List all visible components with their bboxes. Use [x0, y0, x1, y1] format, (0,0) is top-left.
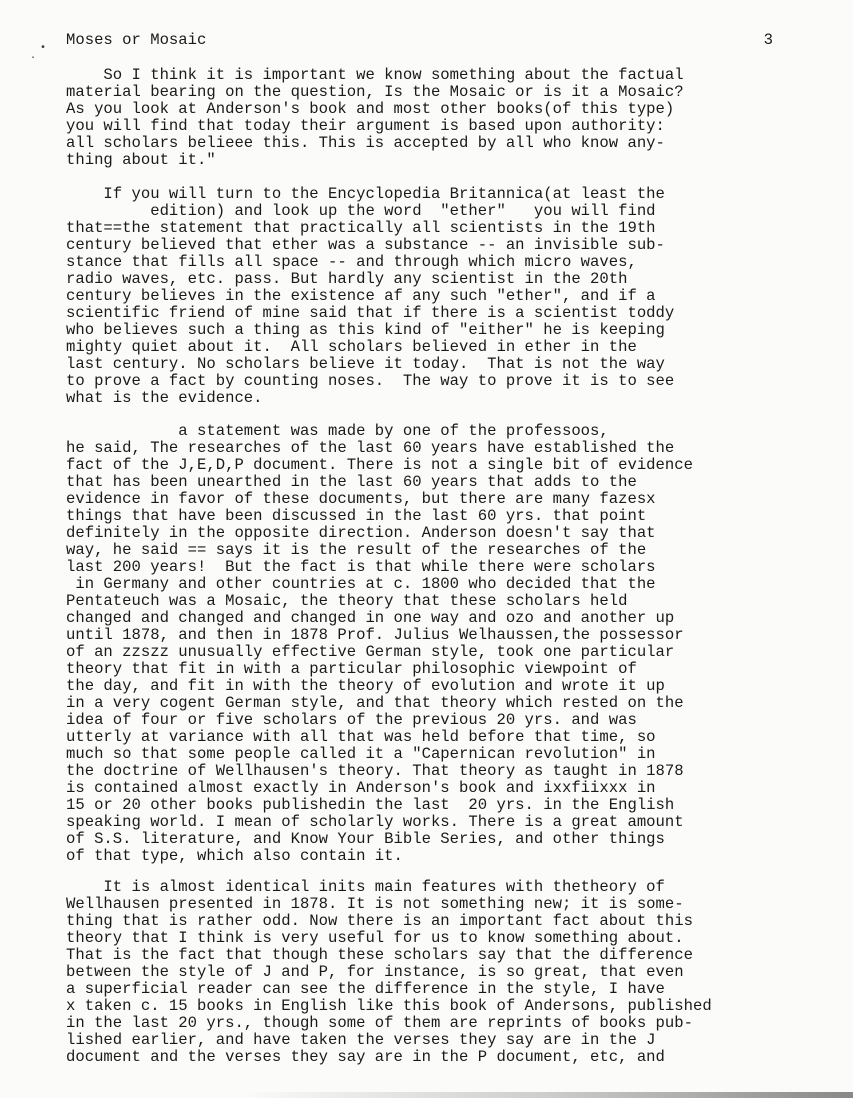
text-line: theory that I think is very useful for us to know something about. — [66, 929, 684, 947]
text-line: what is the evidence. — [66, 389, 263, 407]
text-line: x taken c. 15 books in English like this book of Andersons, published — [66, 997, 712, 1015]
text-line: a superficial reader can see the difference in the style, I have — [66, 980, 665, 998]
text-line: Wellhausen presented in 1878. It is not something new; it is some- — [66, 895, 684, 913]
text-line: is contained almost exactly in Anderson's book and ixxfiixxx in — [66, 779, 656, 797]
text-line: changed and changed and changed in one way and ozo and another up — [66, 609, 675, 627]
text-line: It is almost identical inits main features with thetheory of — [66, 878, 665, 896]
text-line: definitely in the opposite direction. Anderson doesn't say that — [66, 524, 656, 542]
text-line: thing that is rather odd. Now there is an important fact about this — [66, 912, 693, 930]
paragraph-1 — [66, 67, 806, 169]
text-line: you will find that today their argument is based upon authority: — [66, 117, 665, 135]
scan-edge-shadow — [240, 1092, 853, 1098]
text-line: As you look at Anderson's book and most other books(of this type) — [66, 100, 675, 118]
text-line: radio waves, etc. pass. But hardly any scientist in the 20th — [66, 270, 628, 288]
text-line: utterly at variance with all that was held before that time, so — [66, 728, 656, 746]
text-line: that has been unearthed in the last 60 years that adds to the — [66, 473, 637, 491]
text-line: in Germany and other countries at c. 1800 who decided that the — [66, 575, 656, 593]
page-title: Moses or Mosaic — [66, 31, 207, 49]
paragraph-3 — [66, 423, 806, 865]
text-line: century believes in the existence af any such "ether", and if a — [66, 287, 656, 305]
text-line: 15 or 20 other books publishedin the last 20 yrs. in the English — [66, 796, 675, 814]
text-line: to prove a fact by counting noses. The way to prove it is to see — [66, 372, 675, 390]
text-line: he said, The researches of the last 60 years have established the — [66, 439, 675, 457]
text-line: idea of four or five scholars of the previous 20 yrs. and was — [66, 711, 637, 729]
margin-mark: • — [40, 43, 47, 54]
text-line: of an zzszz unusually effective German style, took one particular — [66, 643, 675, 661]
paragraph-2 — [66, 186, 806, 407]
text-line: a statement was made by one of the professoos, — [66, 422, 609, 440]
page-header — [66, 32, 773, 52]
text-line: much so that some people called it a "Capernican revolution" in — [66, 745, 656, 763]
paragraph-4 — [66, 879, 806, 1066]
text-line: all scholars belieee this. This is accepted by all who know any- — [66, 134, 665, 152]
text-line: until 1878, and then in 1878 Prof. Julius Welhaussen,the possessor — [66, 626, 684, 644]
text-line: last 200 years! But the fact is that while there were scholars — [66, 558, 656, 576]
text-line: theory that fit in with a particular philosophic viewpoint of — [66, 660, 637, 678]
text-line: If you will turn to the Encyclopedia Britannica(at least the — [66, 185, 665, 203]
text-line: who believes such a thing as this kind of "either" he is keeping — [66, 321, 665, 339]
bleed-through-artifact — [210, 868, 730, 878]
text-line: that==the statement that practically all scientists in the 19th — [66, 219, 656, 237]
text-line: scientific friend of mine said that if there is a scientist toddy — [66, 304, 675, 322]
page-number: 3 — [763, 31, 773, 49]
text-line: of that type, which also contain it. — [66, 847, 403, 865]
text-line: century believed that ether was a substance -- an invisible sub- — [66, 236, 665, 254]
text-line: evidence in favor of these documents, but there are many fazesx — [66, 490, 656, 508]
text-line: between the style of J and P, for instance, is so great, that even — [66, 963, 684, 981]
text-line: So I think it is important we know something about the factual — [66, 66, 684, 84]
text-line: Pentateuch was a Mosaic, the theory that these scholars held — [66, 592, 628, 610]
text-line: document and the verses they say are in the P document, etc, and — [66, 1048, 665, 1066]
text-line: mighty quiet about it. All scholars believed in ether in the — [66, 338, 637, 356]
text-line: the day, and fit in with the theory of evolution and wrote it up — [66, 677, 665, 695]
text-line: That is the fact that though these scholars say that the difference — [66, 946, 693, 964]
text-line: things that have been discussed in the last 60 yrs. that point — [66, 507, 647, 525]
text-line: in the last 20 yrs., though some of them are reprints of books pub- — [66, 1014, 693, 1032]
text-line: fact of the J,E,D,P document. There is not a single bit of evidence — [66, 456, 693, 474]
text-line: lished earlier, and have taken the verses they say are in the J — [66, 1031, 656, 1049]
text-line: stance that fills all space -- and through which micro waves, — [66, 253, 637, 271]
text-line: speaking world. I mean of scholarly works. There is a great amount — [66, 813, 684, 831]
text-line: in a very cogent German style, and that theory which rested on the — [66, 694, 684, 712]
text-line: of S.S. literature, and Know Your Bible Series, and other things — [66, 830, 665, 848]
text-line: last century. No scholars believe it today. That is not the way — [66, 355, 665, 373]
margin-mark: · — [30, 53, 37, 64]
text-line: the doctrine of Wellhausen's theory. That theory as taught in 1878 — [66, 762, 684, 780]
text-line: edition) and look up the word "ether" you will find — [66, 202, 656, 220]
text-line: material bearing on the question, Is the Mosaic or is it a Mosaic? — [66, 83, 684, 101]
text-line: way, he said == says it is the result of the researches of the — [66, 541, 647, 559]
text-line: thing about it." — [66, 151, 216, 169]
